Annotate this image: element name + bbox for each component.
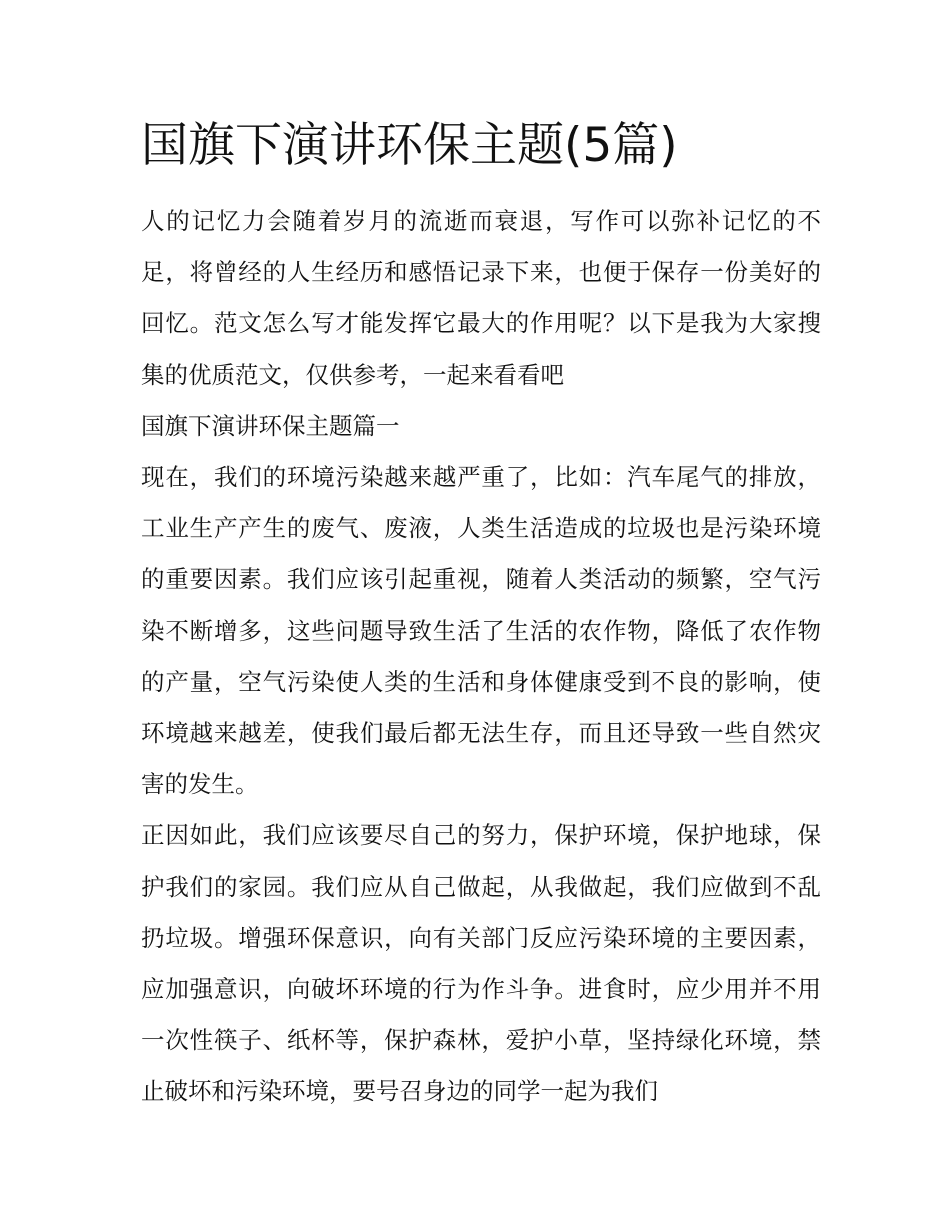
body-paragraph-1: 现在，我们的环境污染越来越严重了，比如：汽车尾气的排放，工业生产产生的废气、废液，人类生活造成的垃圾也是污染环境的重要因素。我们应该引起重视，随着人类活动的频繁，空气污染不断增多，这些问题导致生活了生活的农作物，降低了农作物的产量，空气污染使人类的生活和身体健康受到不良的影响，使环境越来越差，使我们最后都无法生存，而且还导致一些自然灾害的发生。	[141, 463, 821, 799]
document-title: 国旗下演讲环保主题(5篇)	[141, 118, 678, 173]
body-paragraph-2: 正因如此，我们应该要尽自己的努力，保护环境，保护地球，保护我们的家园。我们应从自己做起，从我做起，我们应做到不乱扔垃圾。增强环保意识，向有关部门反应污染环境的主要因素，应加强意识，向破坏环境的行为作斗争。进食时，应少用并不用一次性筷子、纸杯等，保护森林，爱护小草，坚持绿化环境，禁止破坏和污染环境，要号召身边的同学一起为我们	[141, 821, 821, 1106]
section-heading: 国旗下演讲环保主题篇一	[141, 411, 400, 440]
document-page	[141, 110, 821, 1118]
intro-paragraph: 人的记忆力会随着岁月的流逝而衰退，写作可以弥补记忆的不足，将曾经的人生经历和感悟记录下来，也便于保存一份美好的回忆。范文怎么写才能发挥它最大的作用呢？以下是我为大家搜集的优质范文，仅供参考，一起来看看吧	[141, 207, 821, 389]
